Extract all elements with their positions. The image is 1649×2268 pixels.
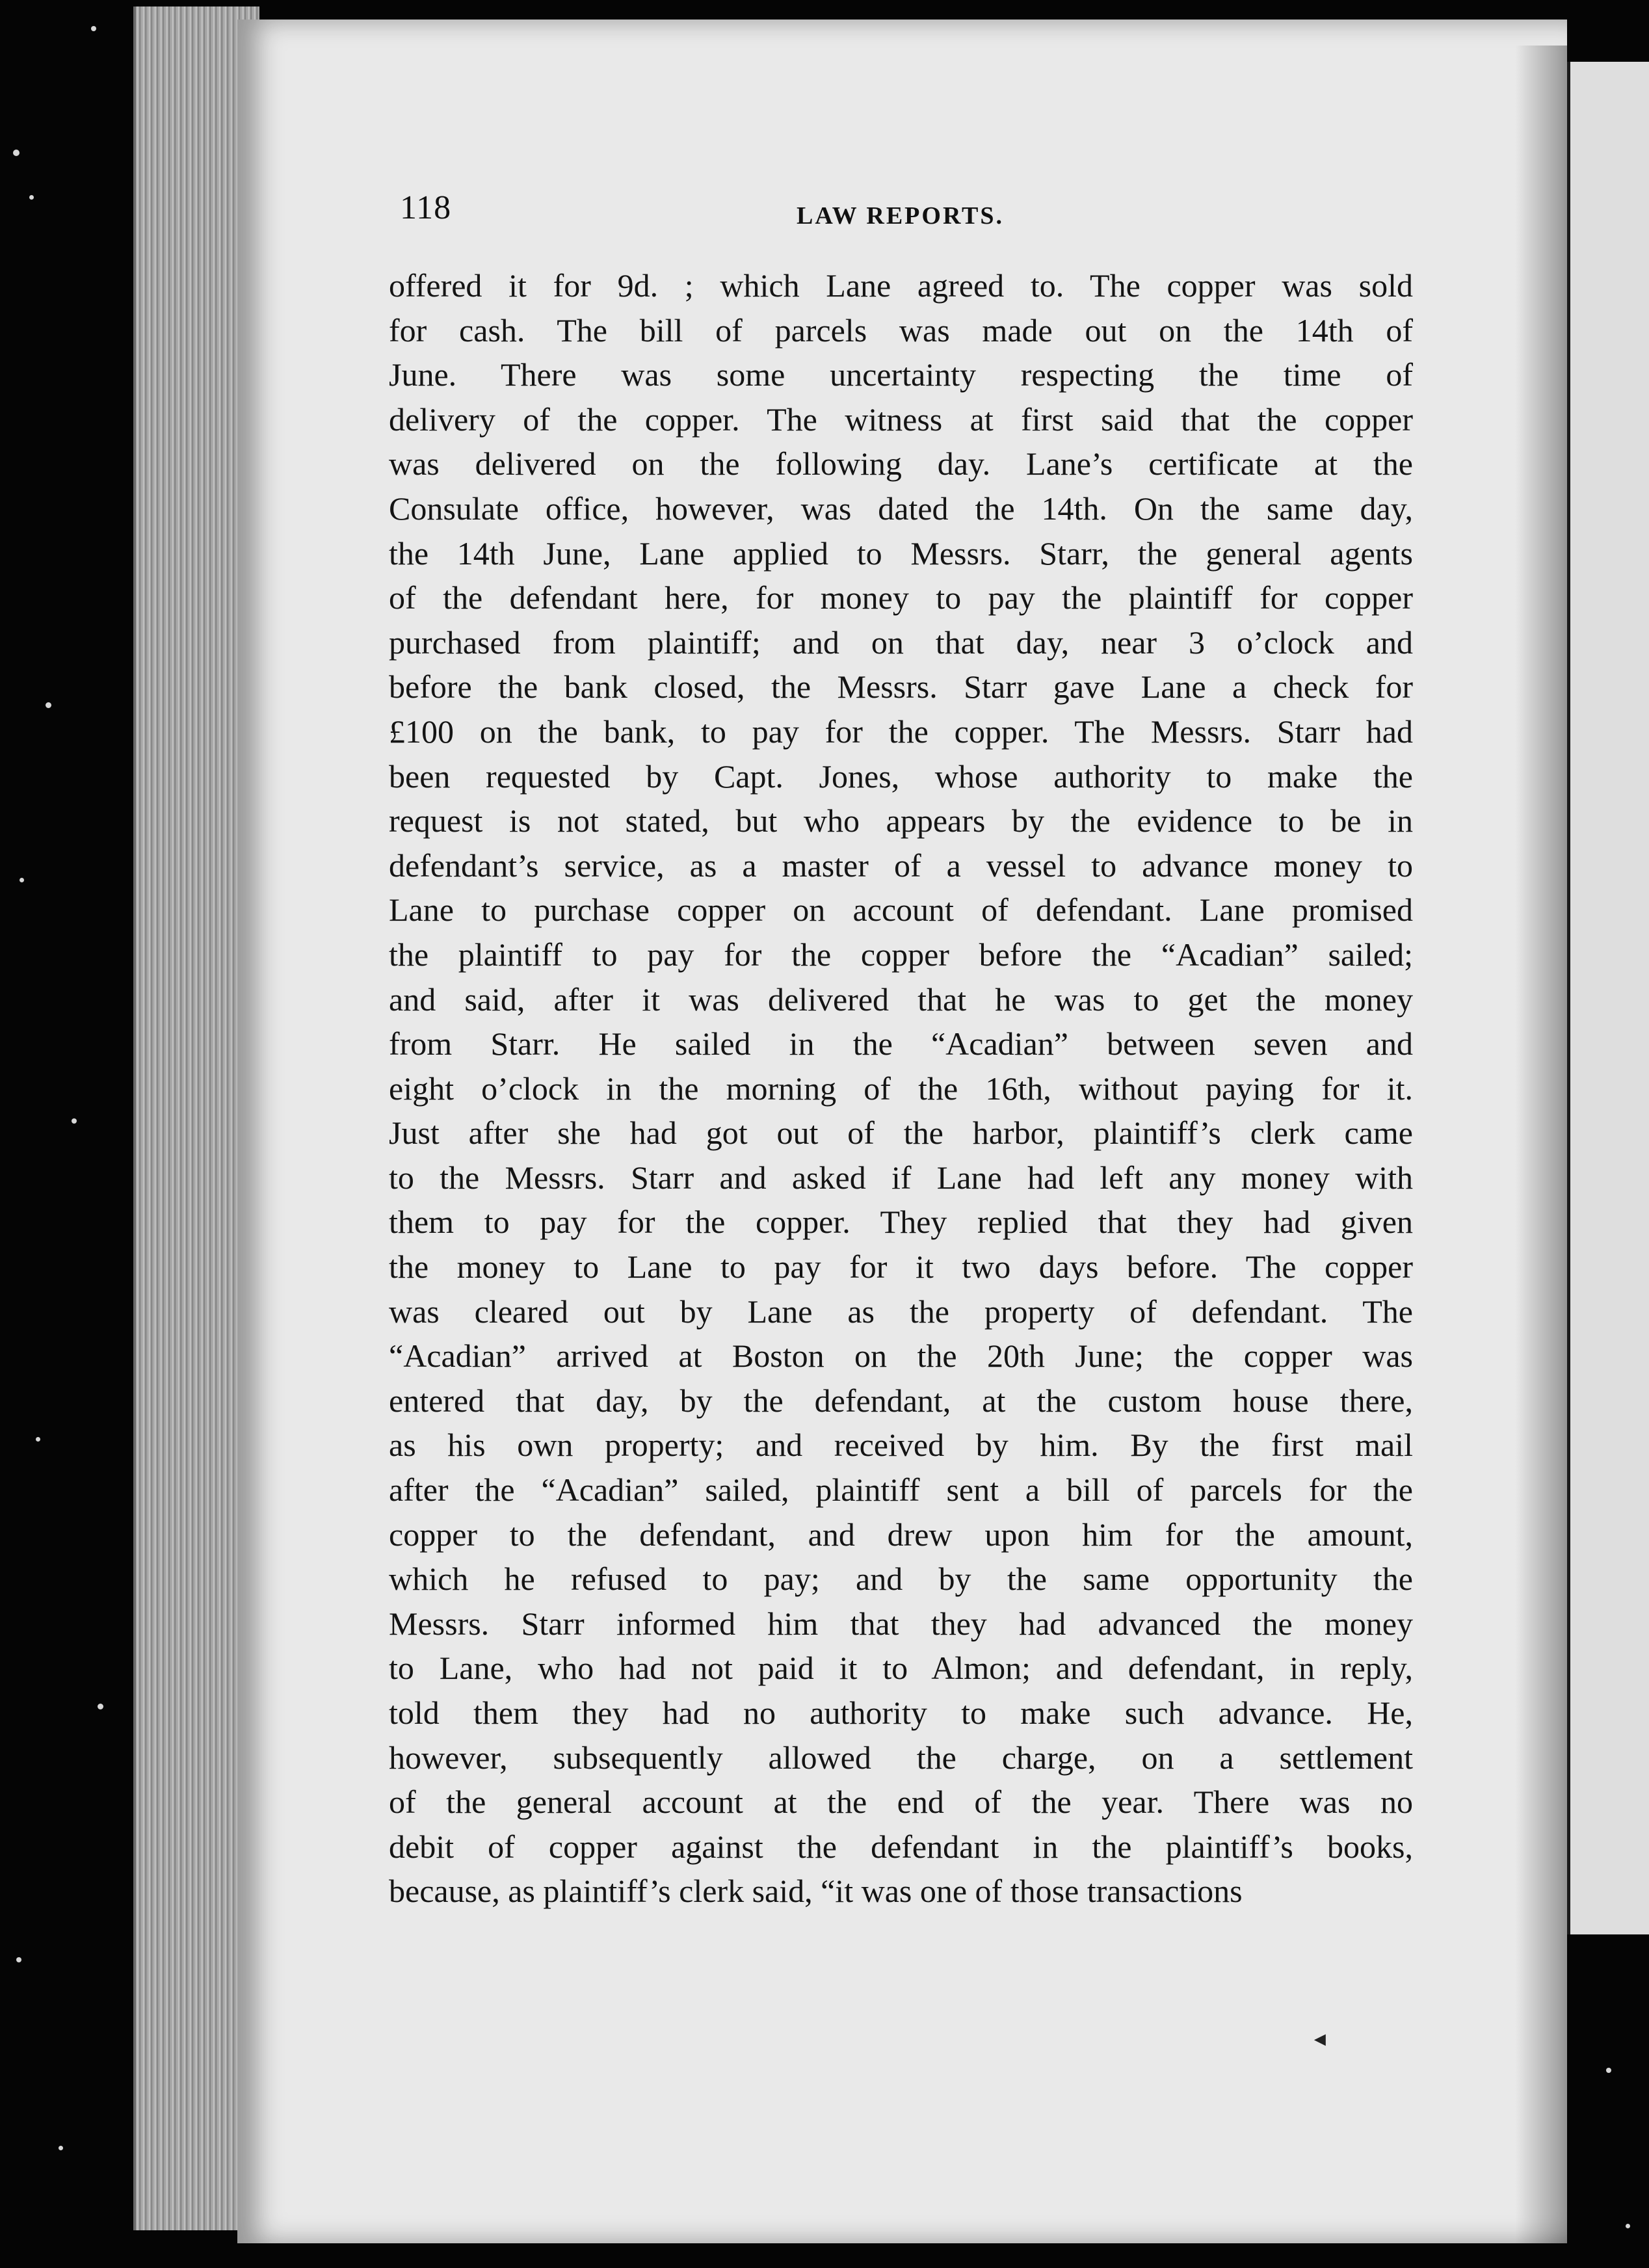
text-line: from Starr. He sailed in the “Acadian” between seven and [389, 1025, 1413, 1062]
dust-speck [29, 195, 34, 200]
text-line: debit of copper against the defendant in the plaintiff’s books, [389, 1828, 1413, 1865]
facing-page-edge [1564, 62, 1649, 1934]
dust-speck [1626, 2224, 1630, 2228]
gutter-shadow [1515, 46, 1567, 2243]
text-line: £100 on the bank, to pay for the copper. The Messrs. Starr had [389, 713, 1413, 750]
dust-speck [46, 702, 51, 708]
text-line: before the bank closed, the Messrs. Starr gave Lane a check for [389, 668, 1413, 705]
text-line: was delivered on the following day. Lane’s certificate at the [389, 445, 1413, 482]
dust-speck [91, 26, 96, 31]
dust-speck [13, 150, 20, 156]
text-line: purchased from plaintiff; and on that day, near 3 o’clock and [389, 624, 1413, 661]
dust-speck [59, 2146, 63, 2150]
text-line: request is not stated, but who appears by the evidence to be in [389, 802, 1413, 839]
text-line: which he refused to pay; and by the same opportunity the [389, 1561, 1413, 1598]
text-line: entered that day, by the defendant, at the custom house there, [389, 1382, 1413, 1419]
text-line: told them they had no authority to make such advance. He, [389, 1694, 1413, 1731]
text-line: copper to the defendant, and drew upon him for the amount, [389, 1516, 1413, 1553]
text-line: Lane to purchase copper on account of defendant. Lane promised [389, 891, 1413, 929]
running-head: LAW REPORTS. [797, 202, 1005, 230]
dust-speck [98, 1704, 103, 1709]
body-text [389, 263, 1413, 1914]
text-line: however, subsequently allowed the charge, on a settlement [389, 1739, 1413, 1776]
text-line: been requested by Capt. Jones, whose authority to make the [389, 758, 1413, 795]
text-line: because, as plaintiff’s clerk said, “it was one of those transactions [389, 1873, 1243, 1910]
text-line: “Acadian” arrived at Boston on the 20th June; the copper was [389, 1338, 1413, 1375]
text-line: delivery of the copper. The witness at first said that the copper [389, 401, 1413, 438]
text-line: and said, after it was delivered that he was to get the money [389, 981, 1413, 1018]
text-line: to Lane, who had not paid it to Almon; and defendant, in reply, [389, 1650, 1413, 1687]
page-number: 118 [400, 189, 452, 226]
text-line: the plaintiff to pay for the copper before the “Acadian” sailed; [389, 936, 1413, 973]
text-line: Just after she had got out of the harbor, plaintiff’s clerk came [389, 1114, 1413, 1152]
text-line: was cleared out by Lane as the property of defendant. The [389, 1293, 1413, 1330]
ink-mark: ◄ [1310, 2029, 1330, 2050]
dust-speck [1606, 2068, 1611, 2073]
text-line: of the general account at the end of the year. There was no [389, 1784, 1413, 1821]
text-line: as his own property; and received by him. By the first mail [389, 1427, 1413, 1464]
text-line: of the defendant here, for money to pay the plaintiff for copper [389, 579, 1413, 616]
text-line: Consulate office, however, was dated the 14th. On the same day, [389, 490, 1413, 527]
text-line: the 14th June, Lane applied to Messrs. Starr, the general agents [389, 534, 1413, 572]
dust-speck [20, 878, 24, 882]
text-line: defendant’s service, as a master of a vessel to advance money to [389, 847, 1413, 884]
text-line: them to pay for the copper. They replied that they had given [389, 1204, 1413, 1241]
text-line: Messrs. Starr informed him that they had advanced the money [389, 1605, 1413, 1642]
dust-speck [16, 1957, 21, 1962]
text-line: offered it for 9d. ; which Lane agreed to. The copper was sold [389, 267, 1413, 304]
dust-speck [72, 1118, 77, 1124]
text-line: eight o’clock in the morning of the 16th, without paying for it. [389, 1070, 1413, 1107]
text-line: June. There was some uncertainty respecting the time of [389, 356, 1413, 393]
text-line: after the “Acadian” sailed, plaintiff sent a bill of parcels for the [389, 1471, 1413, 1509]
dust-speck [36, 1437, 40, 1442]
text-line: for cash. The bill of parcels was made out on the 14th of [389, 311, 1413, 349]
text-line: to the Messrs. Starr and asked if Lane had left any money with [389, 1159, 1413, 1196]
text-line: the money to Lane to pay for it two days before. The copper [389, 1248, 1413, 1286]
